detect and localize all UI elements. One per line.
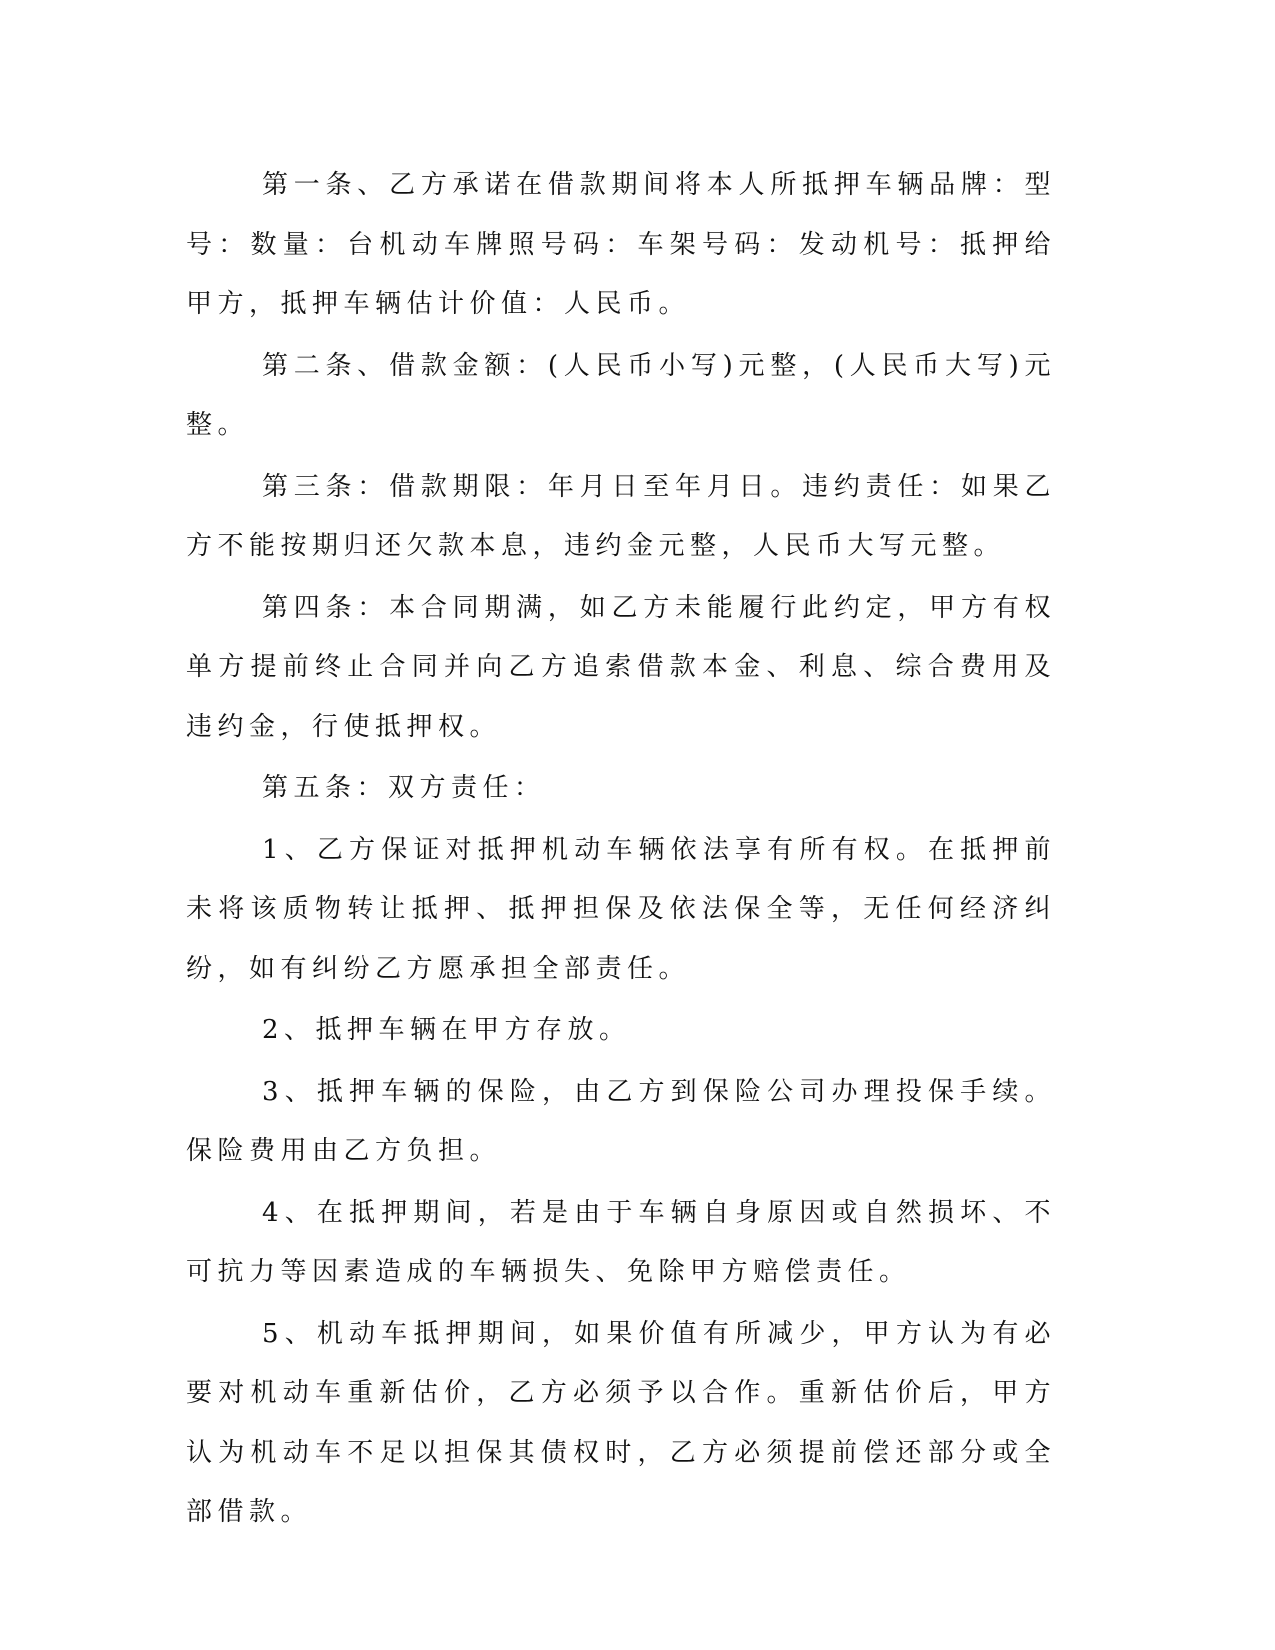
contract-body <box>186 156 1056 1545</box>
article-1-paragraph: 第一条、乙方承诺在借款期间将本人所抵押车辆品牌：型号：数量：台机动车牌照号码：车架号码：发动机号：抵押给甲方，抵押车辆估计价值：人民币。 <box>186 170 1056 319</box>
article-3-paragraph: 第三条：借款期限：年月日至年月日。违约责任：如果乙方不能按期归还欠款本息，违约金元整，人民币大写元整。 <box>186 471 1056 561</box>
article-4-paragraph: 第四条：本合同期满，如乙方未能履行此约定，甲方有权单方提前终止合同并向乙方追索借款本金、利息、综合费用及违约金，行使抵押权。 <box>186 592 1056 742</box>
article-5-heading: 第五条：双方责任： <box>262 773 546 803</box>
responsibility-item-3: 3、抵押车辆的保险，由乙方到保险公司办理投保手续。保险费用由乙方负担。 <box>186 1076 1056 1166</box>
responsibility-item-5: 5、机动车抵押期间，如果价值有所减少，甲方认为有必要对机动车重新估价，乙方必须予以合作。重新估价后，甲方认为机动车不足以担保其债权时，乙方必须提前偿还部分或全部借款。 <box>186 1318 1056 1527</box>
responsibility-item-2: 2、抵押车辆在甲方存放。 <box>262 1015 631 1045</box>
responsibility-item-1: 1、乙方保证对抵押机动车辆依法享有所有权。在抵押前未将该质物转让抵押、抵押担保及依法保全等，无任何经济纠纷，如有纠纷乙方愿承担全部责任。 <box>186 834 1056 984</box>
article-2-paragraph: 第二条、借款金额：(人民币小写)元整，(人民币大写)元整。 <box>186 350 1056 440</box>
responsibility-item-4: 4、在抵押期间，若是由于车辆自身原因或自然损坏、不可抗力等因素造成的车辆损失、免除甲方赔偿责任。 <box>186 1197 1056 1287</box>
